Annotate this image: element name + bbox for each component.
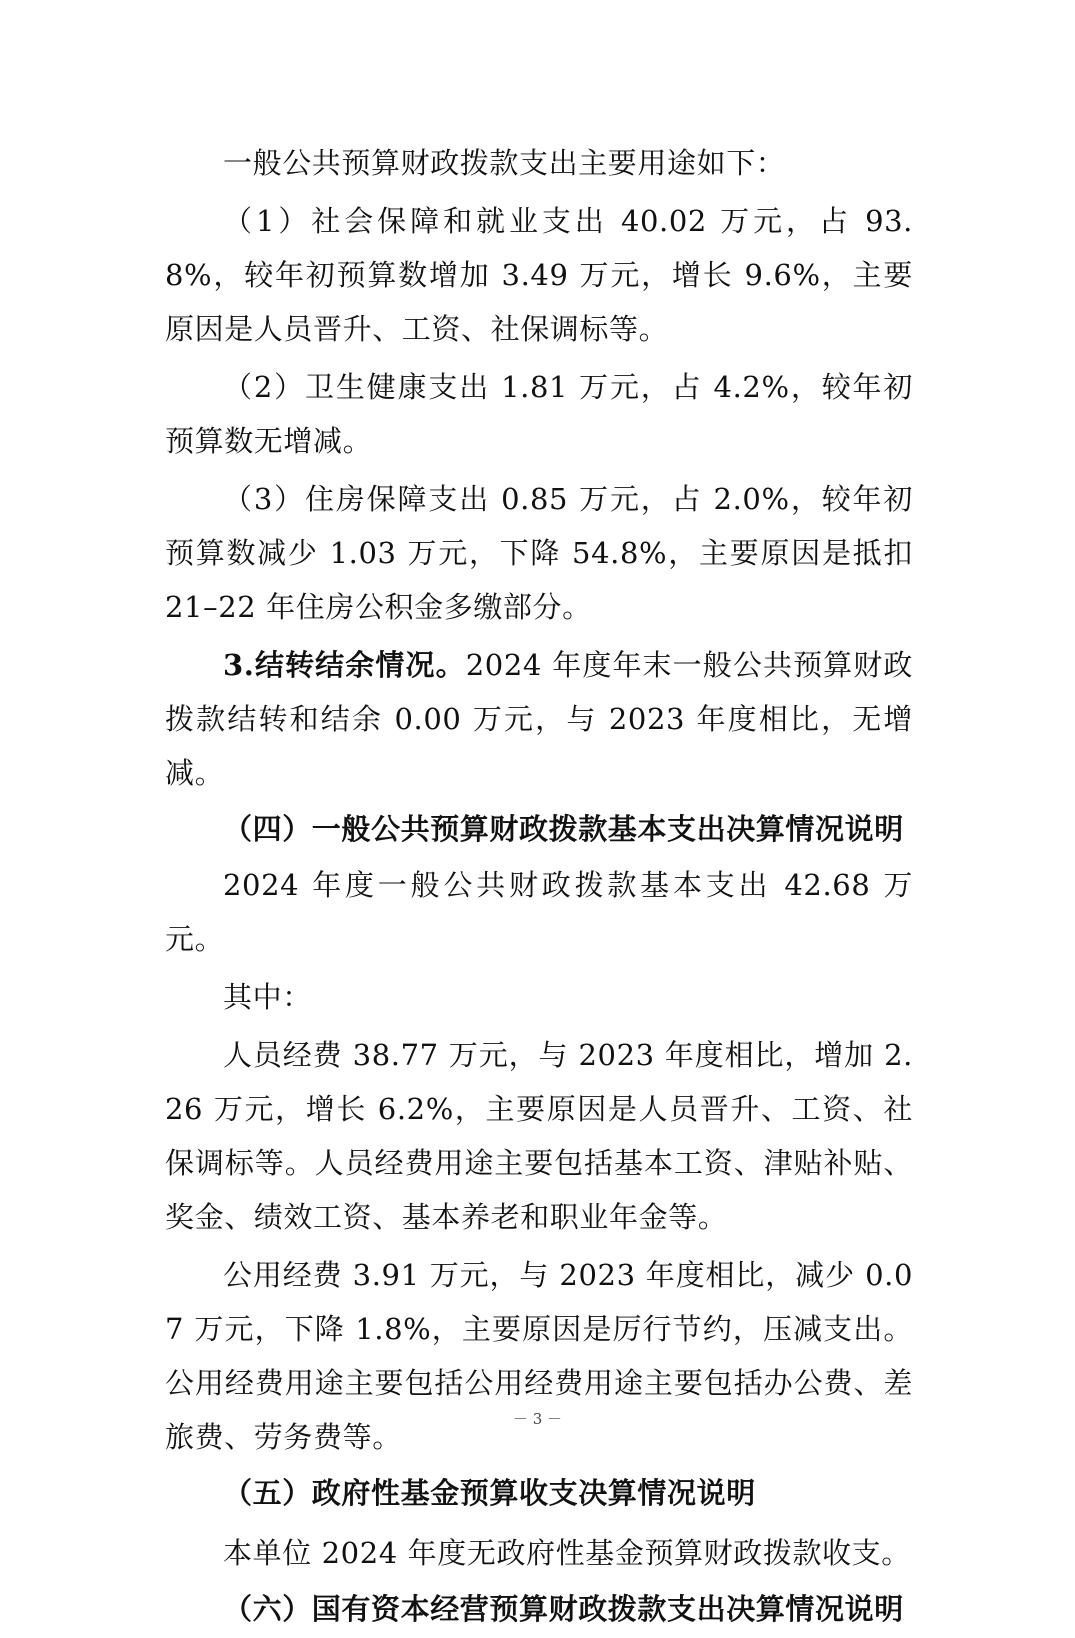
paragraph-basic-expenditure: 2024 年度一般公共财政拨款基本支出 42.68 万元。 — [165, 868, 913, 956]
paragraph-public-cost: 公用经费 3.91 万元，与 2023 年度相比，减少 0.07 万元，下降 1.8%，主要原因是厉行节约，压减支出。公用经费用途主要包括公用经费用途主要包括办公费、差旅费、劳务费等。 — [165, 1258, 913, 1454]
section-heading-6: （六）国有资本经营预算财政拨款支出决算情况说明 — [223, 1592, 904, 1626]
paragraph-usage-intro: 一般公共预算财政拨款支出主要用途如下： — [223, 146, 786, 180]
paragraph-housing: （3）住房保障支出 0.85 万元，占 2.0%，较年初预算数减少 1.03 万元，下降 54.8%，主要原因是抵扣 21–22 年住房公积金多缴部分。 — [165, 482, 913, 624]
paragraph-among: 其中： — [223, 980, 312, 1014]
paragraph-health: （2）卫生健康支出 1.81 万元，占 4.2%，较年初预算数无增减。 — [165, 370, 913, 458]
paragraph-social-security: （1）社会保障和就业支出 40.02 万元，占 93.8%，较年初预算数增加 3.49 万元，增长 9.6%，主要原因是人员晋升、工资、社保调标等。 — [165, 204, 913, 346]
carryover-body: 2024 年度年末一般公共预算财政拨款结转和结余 0.00 万元，与 2023 年度相比，无增减。 — [165, 648, 913, 790]
section-heading-4: （四）一般公共预算财政拨款基本支出决算情况说明 — [223, 812, 904, 846]
page-number: － 3 － — [512, 1410, 563, 1428]
carryover-lead: 3.结转结余情况。 — [223, 648, 466, 682]
paragraph-carryover — [165, 638, 913, 800]
paragraph-personnel-cost: 人员经费 38.77 万元，与 2023 年度相比，增加 2.26 万元，增长 6.2%，主要原因是人员晋升、工资、社保调标等。人员经费用途主要包括基本工资、津贴补贴、奖金、绩效工资、基本养老和职业年金等。 — [165, 1038, 913, 1234]
paragraph-government-fund: 本单位 2024 年度无政府性基金预算财政拨款收支。 — [223, 1536, 911, 1570]
section-heading-5: （五）政府性基金预算收支决算情况说明 — [223, 1476, 756, 1510]
